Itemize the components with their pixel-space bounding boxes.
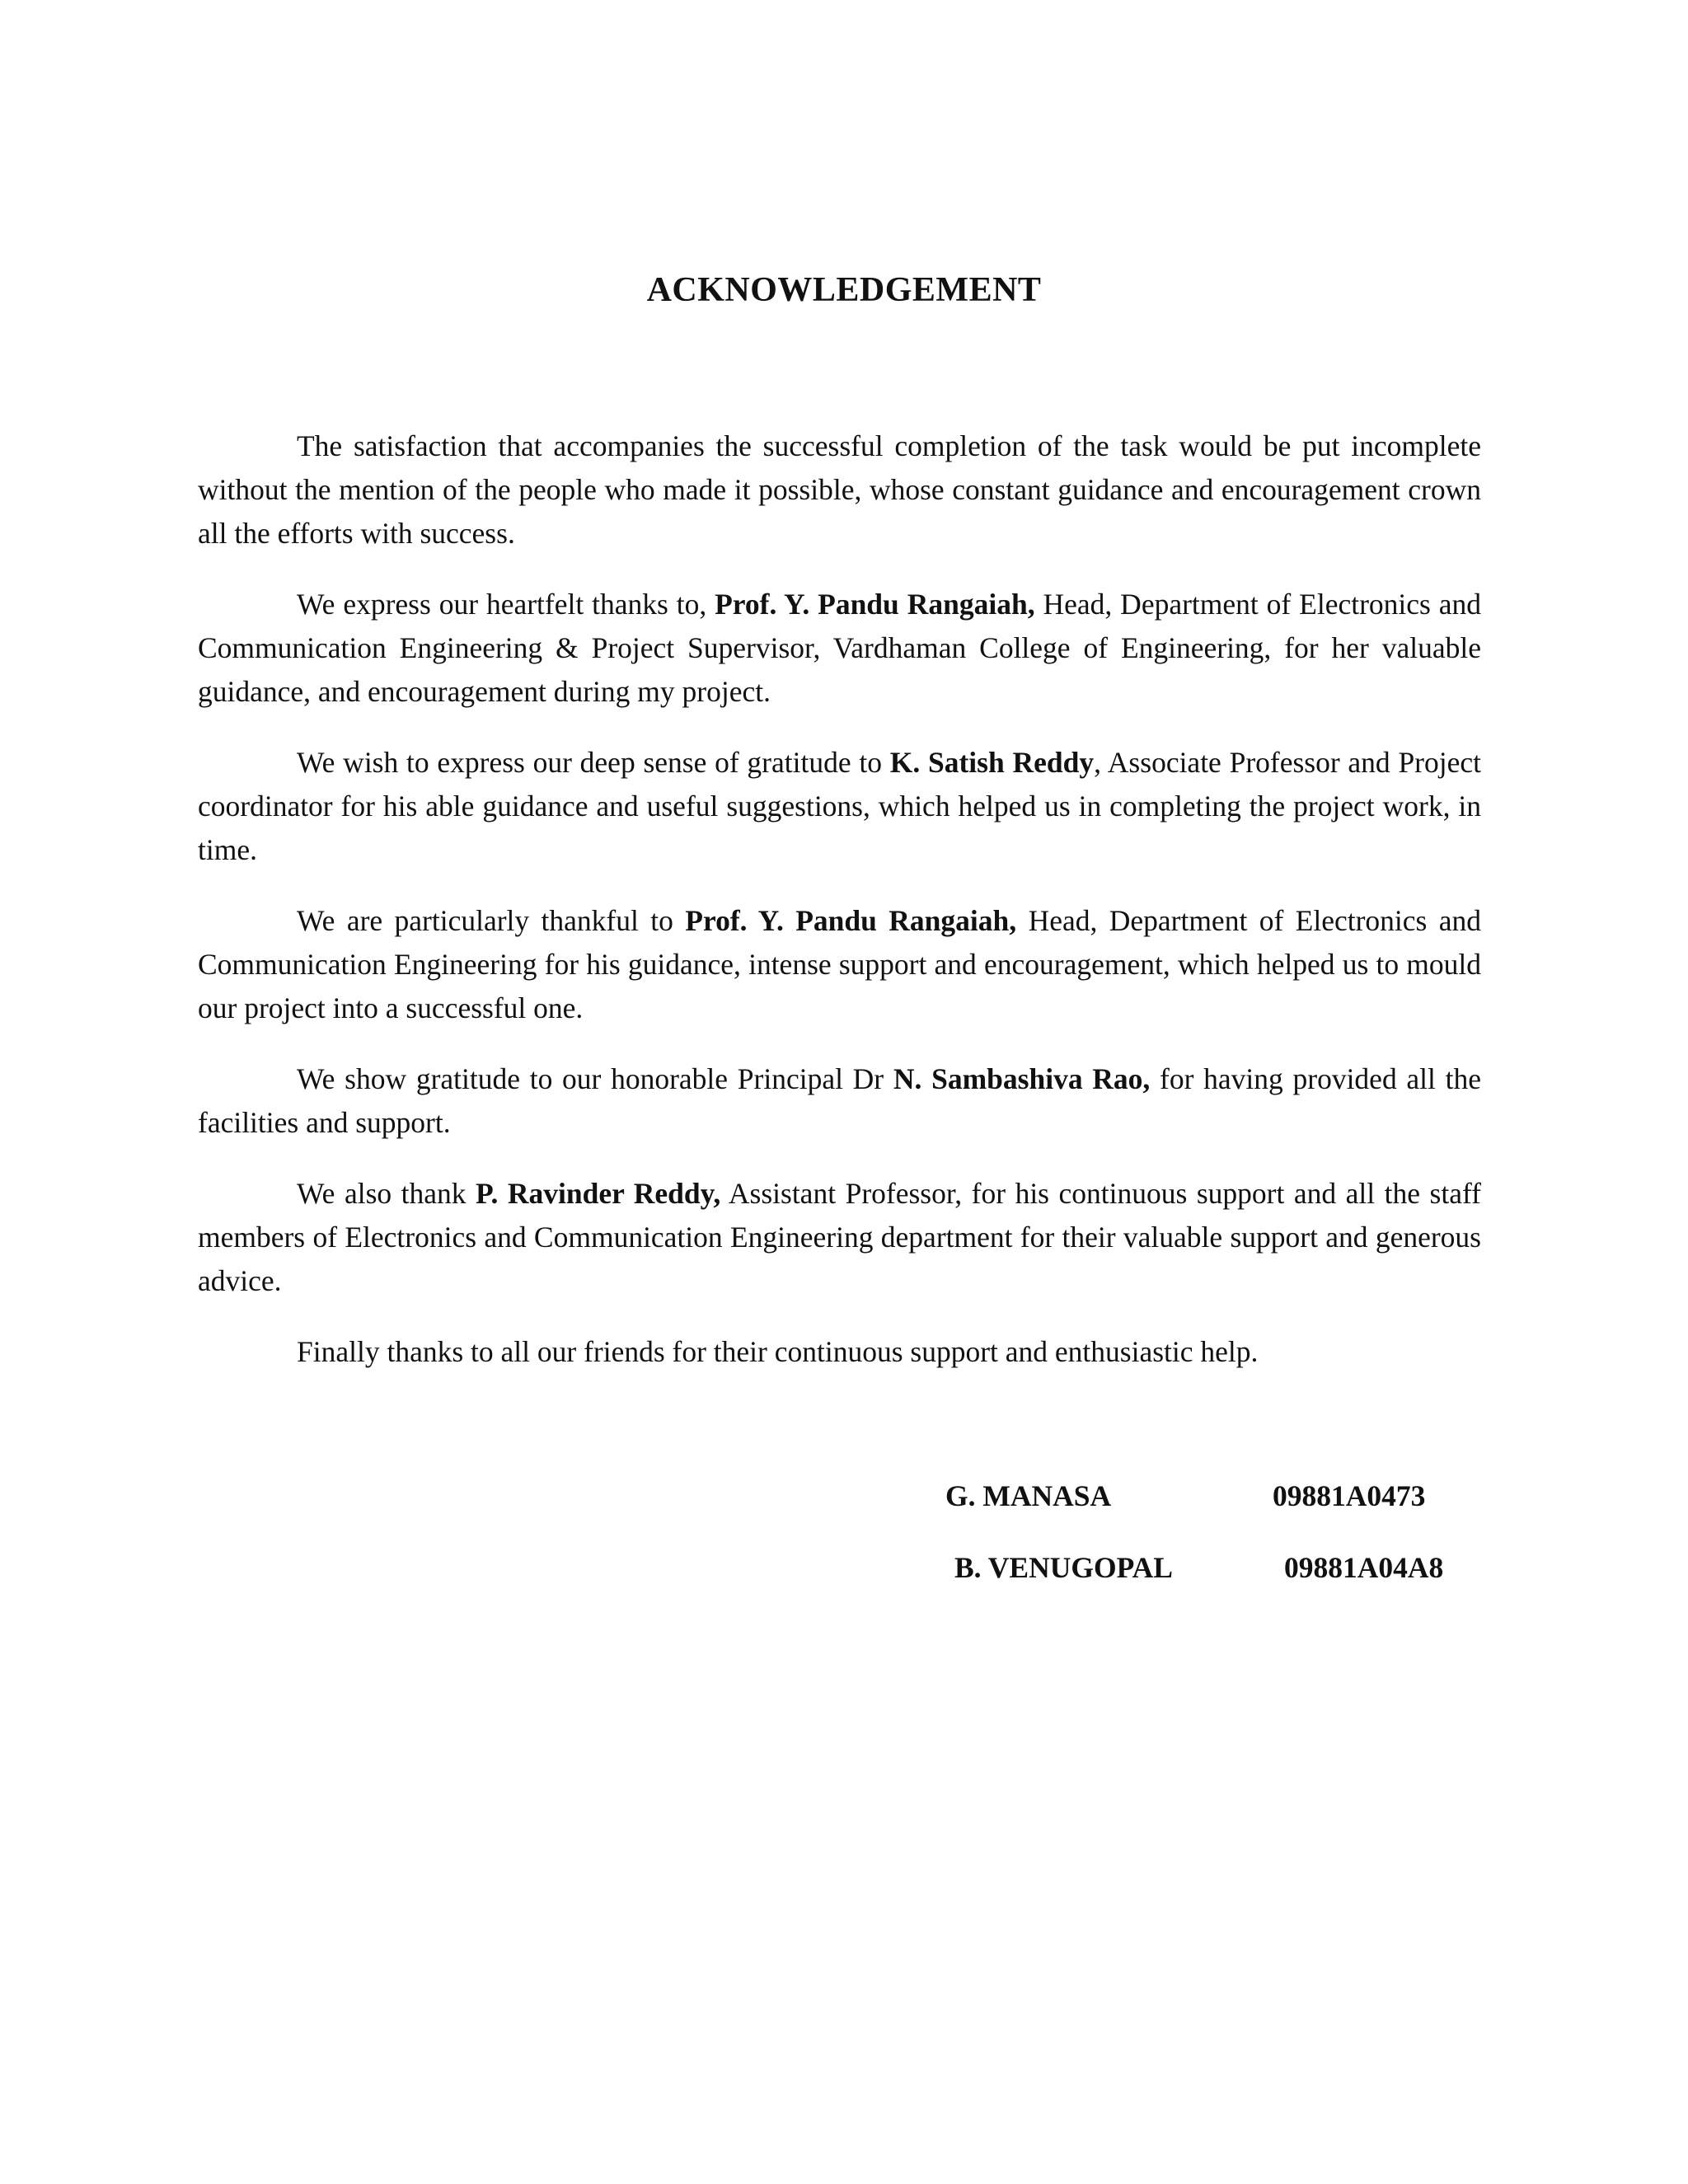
paragraph-4 bbox=[198, 899, 1481, 1030]
paragraph-5 bbox=[198, 1057, 1481, 1145]
paragraph-5-person-name: N. Sambashiva Rao, bbox=[893, 1062, 1151, 1095]
paragraph-6-text-start: We also thank bbox=[297, 1177, 476, 1210]
paragraph-3 bbox=[198, 741, 1481, 872]
paragraph-3-text-start: We wish to express our deep sense of gratitude to bbox=[297, 746, 890, 779]
student-name: G. MANASA bbox=[945, 1479, 1112, 1512]
page-title: ACKNOWLEDGEMENT bbox=[646, 271, 1042, 309]
acknowledgement-body bbox=[198, 424, 1481, 1401]
student-roll-number: 09881A0473 bbox=[1273, 1479, 1426, 1512]
paragraph-7 bbox=[198, 1330, 1481, 1374]
paragraph-6-text-end: Assistant Professor, for his continuous support and all the staff members of Electronics and Communication Engineering department for their valuable support and generous advice. bbox=[198, 1177, 1481, 1297]
paragraph-3-person-name: K. Satish Reddy bbox=[889, 746, 1095, 779]
paragraph-1-text: The satisfaction that accompanies the successful completion of the task would be put incomplete without the mention of the people who made it possible, whose constant guidance and encouragement crown all the efforts with success. bbox=[198, 429, 1481, 550]
paragraph-6-person-name: P. Ravinder Reddy, bbox=[476, 1177, 721, 1210]
paragraph-5-text-start: We show gratitude to our honorable Principal Dr bbox=[297, 1062, 893, 1095]
paragraph-5-text-end: for having provided all the facilities and support. bbox=[198, 1062, 1481, 1139]
paragraph-2-text-end: Head, Department of Electronics and Communication Engineering & Project Supervisor, Vardhaman College of Engineering, for her valuable guidance, and encouragement during my project. bbox=[198, 588, 1481, 708]
paragraph-4-person-name: Prof. Y. Pandu Rangaiah, bbox=[685, 904, 1017, 937]
paragraph-2 bbox=[198, 583, 1481, 714]
signature-row bbox=[940, 1543, 1467, 1615]
signature-block bbox=[940, 1471, 1467, 1615]
paragraph-1 bbox=[198, 424, 1481, 555]
paragraph-4-text-start: We are particularly thankful to bbox=[297, 904, 686, 937]
student-roll-number: 09881A04A8 bbox=[1284, 1551, 1444, 1584]
student-name: B. VENUGOPAL bbox=[954, 1551, 1173, 1584]
paragraph-4-text-end: Head, Department of Electronics and Communication Engineering for his guidance, intense support and encouragement, which helped us to mould our project into a successful one. bbox=[198, 904, 1481, 1024]
paragraph-7-text: Finally thanks to all our friends for their continuous support and enthusiastic help. bbox=[297, 1335, 1259, 1368]
paragraph-2-person-name: Prof. Y. Pandu Rangaiah, bbox=[715, 588, 1035, 621]
paragraph-2-text-start: We express our heartfelt thanks to, bbox=[297, 588, 715, 621]
paragraph-6 bbox=[198, 1172, 1481, 1303]
paragraph-3-text-end: , Associate Professor and Project coordinator for his able guidance and useful suggestions, which helped us in completing the project work, in time. bbox=[198, 746, 1481, 866]
signature-row bbox=[940, 1471, 1467, 1543]
